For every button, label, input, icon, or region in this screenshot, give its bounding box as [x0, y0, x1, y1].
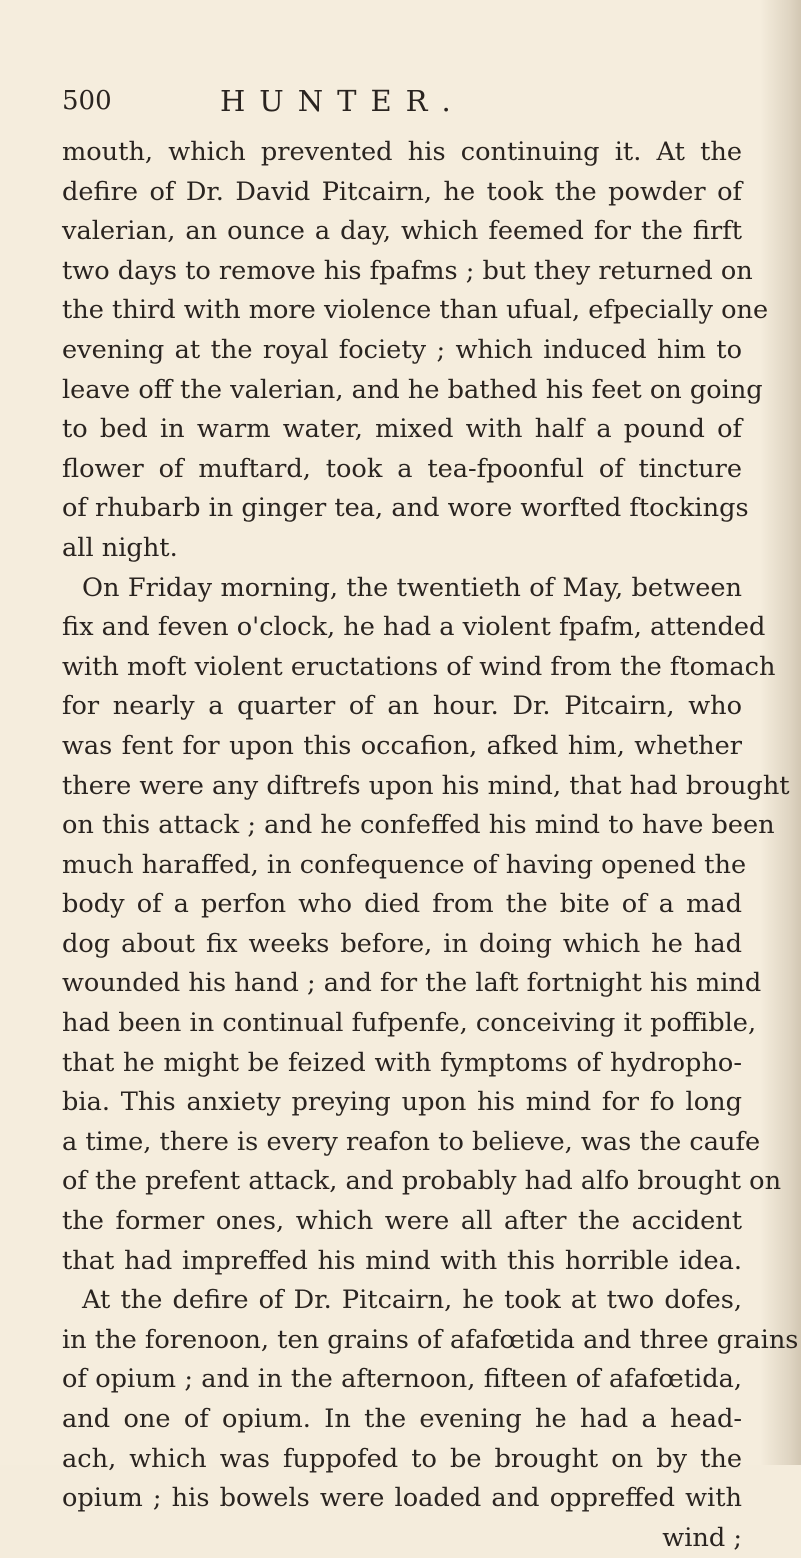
text-line: valerian, an ounce a day, which feemed for the firft	[62, 216, 742, 247]
text-line: all night.	[62, 532, 178, 563]
running-title: HUNTER.	[220, 84, 465, 118]
text-line: of opium ; and in the afternoon, fifteen of afafœtida,	[62, 1364, 742, 1395]
text-line: defire of Dr. David Pitcairn, he took the powder of	[62, 176, 742, 207]
text-line: of rhubarb in ginger tea, and wore worfted ftockings	[62, 493, 749, 524]
page-header	[62, 84, 742, 124]
text-line: ach, which was fuppofed to be brought on by the	[62, 1443, 742, 1474]
text-line: for nearly a quarter of an hour. Dr. Pitcairn, who	[62, 691, 742, 722]
text-line: fix and feven o'clock, he had a violent fpafm, attended	[62, 612, 766, 643]
text-line: On Friday morning, the twentieth of May, between	[82, 572, 742, 603]
text-line: in the forenoon, ten grains of afafœtida and three grains	[62, 1324, 799, 1355]
text-line: with moft violent eructations of wind from the ftomach	[62, 651, 776, 682]
text-line: dog about fix weeks before, in doing which he had	[62, 928, 742, 959]
text-line: the former ones, which were all after the accident	[62, 1206, 742, 1237]
text-line: evening at the royal fociety ; which induced him to	[62, 334, 742, 365]
body-text	[62, 133, 799, 1558]
text-line: on this attack ; and he confeffed his mind to have been	[62, 810, 775, 841]
text-line: a time, there is every reafon to believe, was the caufe	[62, 1126, 761, 1157]
text-line: At the defire of Dr. Pitcairn, he took at two dofes,	[82, 1285, 742, 1316]
text-line: much haraffed, in confequence of having opened the	[62, 849, 747, 880]
text-line: flower of muftard, took a tea-fpoonful of tincture	[62, 453, 742, 484]
text-line: two days to remove his fpafms ; but they returned on	[62, 255, 753, 286]
text-line: that had impreffed his mind with this horrible idea.	[62, 1245, 742, 1276]
text-line: and one of opium. In the evening he had a head-	[62, 1404, 742, 1434]
text-line: to bed in warm water, mixed with half a pound of	[62, 414, 742, 445]
text-line: mouth, which prevented his continuing it. At the	[62, 137, 742, 167]
page-number: 500	[62, 86, 112, 116]
text-line: there were any diftrefs upon his mind, that had brought	[62, 770, 790, 801]
text-line: opium ; his bowels were loaded and oppreffed with	[62, 1483, 742, 1514]
text-line: of the prefent attack, and probably had alfo brought on	[62, 1166, 782, 1197]
text-line: body of a perfon who died from the bite of a mad	[62, 889, 742, 920]
text-line: had been in continual fufpenfe, conceiving it poffible,	[62, 1008, 757, 1039]
catchword: wind ;	[662, 1522, 742, 1553]
text-line: that he might be feized with fymptoms of hydropho-	[62, 1047, 742, 1078]
text-line: was fent for upon this occafion, afked him, whether	[62, 730, 742, 761]
text-line: wounded his hand ; and for the laft fortnight his mind	[62, 968, 762, 999]
text-line: the third with more violence than ufual, efpecially one	[62, 295, 769, 326]
text-line: leave off the valerian, and he bathed his feet on going	[62, 374, 763, 405]
text-line: bia. This anxiety preying upon his mind for fo long	[62, 1087, 742, 1118]
